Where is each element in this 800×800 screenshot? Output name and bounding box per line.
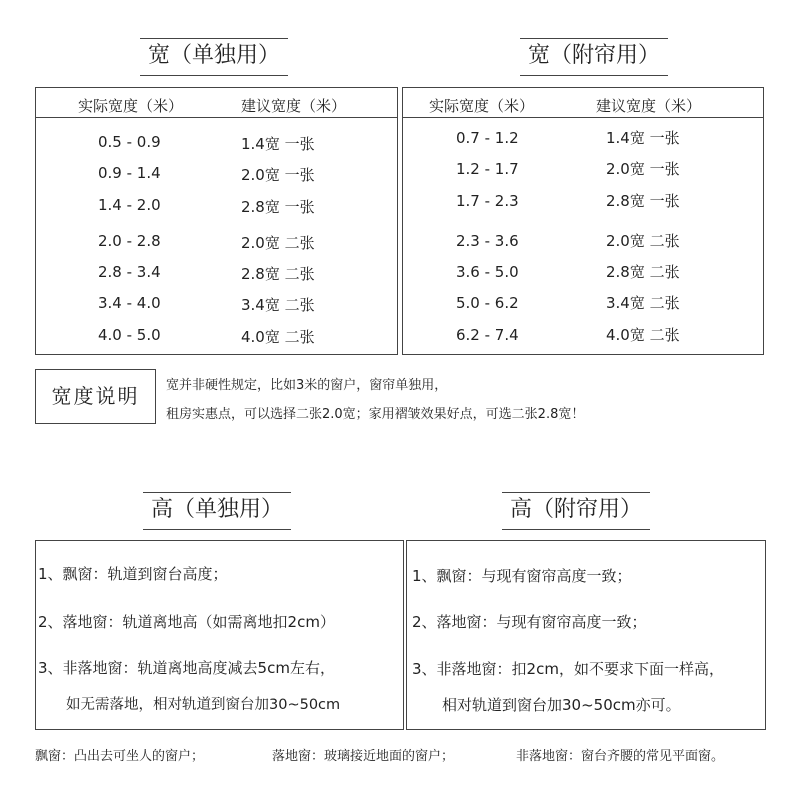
- footer-bay-window: 飘窗：凸出去可坐人的窗户；: [35, 749, 205, 764]
- width-attached-row-0-suggest: 1.4宽 一张: [606, 129, 680, 147]
- footer-nonfloor-window: 非落地窗：窗台齐腰的常见平面窗。: [516, 749, 725, 764]
- width-attached-row-6-actual: 6.2 - 7.4: [456, 326, 519, 344]
- width-attached-title: [520, 38, 668, 76]
- width-single-row-2-suggest: 2.8宽 一张: [241, 198, 315, 216]
- height-attached-item-3-cont: 相对轨道到窗台加30~50cm亦可。: [442, 696, 681, 714]
- width-attached-row-2-suggest: 2.8宽 一张: [606, 192, 680, 210]
- width-single-col-suggest: 建议宽度（米）: [241, 97, 347, 115]
- width-single-row-6-suggest: 4.0宽 二张: [241, 328, 315, 346]
- height-attached-item-3: 3、非落地窗：扣2cm，如不要求下面一样高，: [412, 660, 724, 678]
- height-single-title: [143, 492, 291, 530]
- width-single-table: [35, 87, 398, 355]
- width-attached-row-1-actual: 1.2 - 1.7: [456, 160, 519, 178]
- width-note-line-2: 租房实惠点，可以选择二张2.0宽；家用褶皱效果好点，可选二张2.8宽！: [166, 407, 585, 422]
- width-single-title-text: 宽（单独用）: [147, 43, 280, 68]
- width-single-row-0-suggest: 1.4宽 一张: [241, 135, 315, 153]
- width-attached-row-1-suggest: 2.0宽 一张: [606, 160, 680, 178]
- height-single-item-3: 3、非落地窗：轨道离地高度减去5cm左右，: [38, 659, 335, 677]
- height-attached-title: [502, 492, 650, 530]
- width-single-row-3-actual: 2.0 - 2.8: [98, 232, 161, 250]
- height-single-item-2: 2、落地窗：轨道离地高（如需离地扣2cm）: [38, 613, 335, 631]
- width-single-row-4-suggest: 2.8宽 二张: [241, 265, 315, 283]
- width-single-row-5-suggest: 3.4宽 二张: [241, 296, 315, 314]
- width-note-label: 宽度说明: [35, 369, 156, 424]
- width-note-line-1: 宽并非硬性规定，比如3米的窗户，窗帘单独用，: [166, 378, 448, 393]
- footer-floor-window: 落地窗：玻璃接近地面的窗户；: [272, 749, 455, 764]
- width-attached-row-3-actual: 2.3 - 3.6: [456, 232, 519, 250]
- width-single-header-divider: [36, 117, 397, 118]
- height-attached-item-2: 2、落地窗：与现有窗帘高度一致；: [412, 613, 647, 631]
- width-single-row-3-suggest: 2.0宽 二张: [241, 234, 315, 252]
- width-single-col-actual: 实际宽度（米）: [78, 97, 184, 115]
- width-single-row-6-actual: 4.0 - 5.0: [98, 326, 161, 344]
- height-single-title-text: 高（单独用）: [150, 497, 283, 522]
- height-single-item-3-cont: 如无需落地，相对轨道到窗台加30~50cm: [66, 697, 341, 713]
- width-attached-row-0-actual: 0.7 - 1.2: [456, 129, 519, 147]
- width-attached-row-5-suggest: 3.4宽 二张: [606, 294, 680, 312]
- width-attached-row-3-suggest: 2.0宽 二张: [606, 232, 680, 250]
- width-attached-row-6-suggest: 4.0宽 二张: [606, 326, 680, 344]
- width-attached-title-text: 宽（附帘用）: [527, 43, 660, 68]
- width-single-row-1-actual: 0.9 - 1.4: [98, 164, 161, 182]
- width-attached-col-actual: 实际宽度（米）: [429, 97, 535, 115]
- width-attached-header-divider: [403, 117, 763, 118]
- width-single-row-0-actual: 0.5 - 0.9: [98, 133, 161, 151]
- width-single-row-4-actual: 2.8 - 3.4: [98, 263, 161, 281]
- width-single-row-2-actual: 1.4 - 2.0: [98, 196, 161, 214]
- width-single-title: [140, 38, 288, 76]
- width-attached-row-4-suggest: 2.8宽 二张: [606, 263, 680, 281]
- width-single-row-1-suggest: 2.0宽 一张: [241, 166, 315, 184]
- width-attached-table: [402, 87, 764, 355]
- height-single-item-1: 1、飘窗：轨道到窗台高度；: [38, 565, 228, 583]
- width-attached-row-5-actual: 5.0 - 6.2: [456, 294, 519, 312]
- height-attached-title-text: 高（附帘用）: [509, 497, 642, 522]
- width-attached-row-2-actual: 1.7 - 2.3: [456, 192, 519, 210]
- width-attached-row-4-actual: 3.6 - 5.0: [456, 263, 519, 281]
- width-attached-col-suggest: 建议宽度（米）: [596, 97, 702, 115]
- height-attached-box: [406, 540, 766, 730]
- width-single-row-5-actual: 3.4 - 4.0: [98, 294, 161, 312]
- height-attached-item-1: 1、飘窗：与现有窗帘高度一致；: [412, 567, 632, 585]
- height-single-box: [35, 540, 404, 730]
